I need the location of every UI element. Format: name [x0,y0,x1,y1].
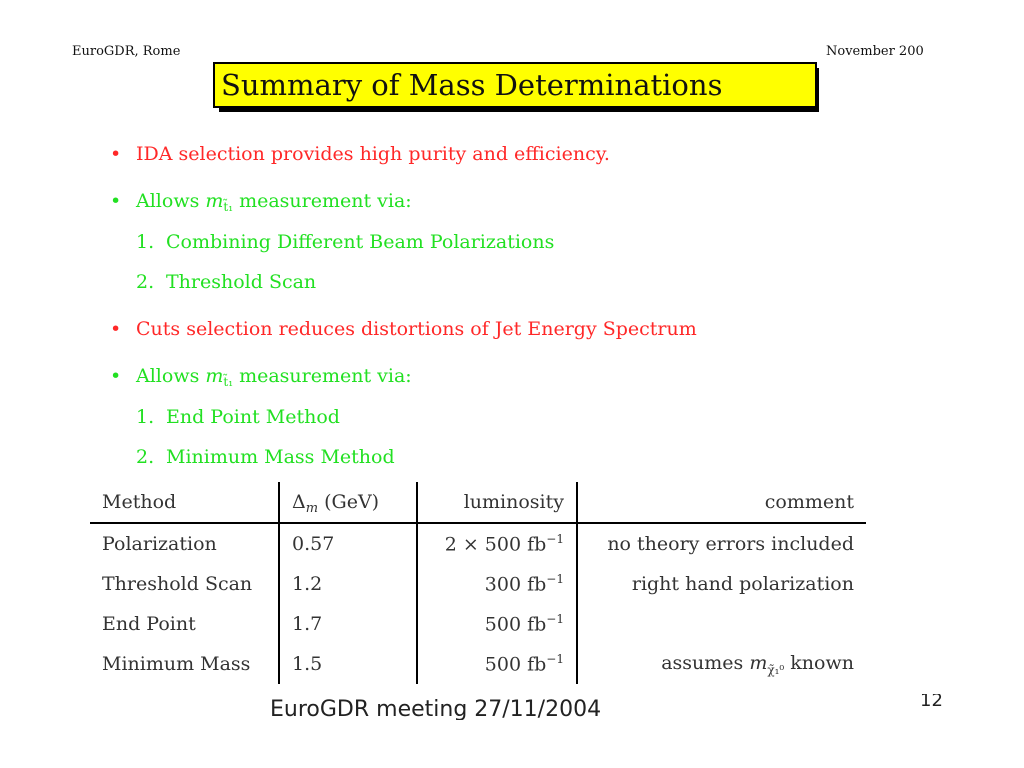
lum-exponent: −1 [546,532,564,547]
math-sub: t̃₁ [223,375,234,389]
bullet-dot: • [110,143,122,165]
math-sub: t̃₁ [223,200,234,214]
cell-luminosity [417,564,577,604]
numbered-item-polarizations [136,231,554,253]
table-header-row [90,482,866,523]
mass-results-table [90,482,866,684]
header-right: November 200 [826,44,924,59]
lum-exponent: −1 [546,652,564,667]
bullet-text: IDA selection provides high purity and efficiency. [136,143,610,165]
comment-post: known [790,651,854,674]
bullet-allows-2 [110,365,412,387]
item-number: 1. [136,406,155,428]
title-banner [213,62,817,108]
bullet-dot: • [110,365,122,387]
col-header-luminosity: luminosity [417,482,577,523]
cell-comment [577,604,866,644]
bullet-text-post: measurement via: [239,190,412,212]
numbered-item-threshold [136,271,316,293]
bullet-ida [110,143,610,165]
cell-method: Polarization [102,533,217,555]
table-row [90,604,866,644]
math-m: m [205,190,224,212]
bullet-dot: • [110,190,122,212]
cell-luminosity [417,523,577,564]
table-row [90,523,866,564]
delta-unit: (GeV) [324,491,380,513]
cell-method: Threshold Scan [102,573,253,595]
footer-meeting [270,694,730,720]
numbered-item-endpoint [136,406,340,428]
bullet-text-post: measurement via: [239,365,412,387]
cell-method: Minimum Mass [102,653,251,675]
comment-pre: assumes [661,651,744,674]
cell-delta: 1.2 [279,564,417,604]
comment-math-m: m [749,651,768,674]
col-header-method: Method [90,482,279,523]
lum-exponent: −1 [546,572,564,587]
table-row [90,564,866,604]
math-m: m [205,365,224,387]
bullet-text: Cuts selection reduces distortions of Jet Energy Spectrum [136,318,697,340]
footer-text: EuroGDR meeting 27/11/2004 [270,697,602,720]
col-header-comment: comment [577,482,866,523]
numbered-item-minmass [136,446,395,468]
cell-comment: right hand polarization [577,564,866,604]
col-header-delta [279,482,417,523]
cell-luminosity [417,644,577,684]
comment-math-sub: χ̃₁⁰ [767,662,785,677]
cell-delta: 0.57 [279,523,417,564]
slide-title: Summary of Mass Determinations [213,62,817,108]
page-number [920,694,943,714]
cell-delta: 1.7 [279,604,417,644]
item-text: Threshold Scan [166,271,317,293]
bullet-text-pre: Allows [136,365,200,387]
table-row [90,644,866,684]
lum-value: 500 fb [484,613,547,636]
delta-sub-m: m [305,501,319,516]
lum-exponent: −1 [546,612,564,627]
delta-symbol: Δ [292,491,306,513]
item-number: 1. [136,231,155,253]
cell-comment [577,644,866,684]
cell-luminosity [417,604,577,644]
lum-value: 300 fb [484,573,547,596]
item-number: 2. [136,271,155,293]
lum-value: 2 × 500 fb [444,533,547,556]
header-left: EuroGDR, Rome [72,44,181,59]
item-text: End Point Method [166,406,340,428]
item-number: 2. [136,446,155,468]
bullet-text-pre: Allows [136,190,200,212]
item-text: Combining Different Beam Polarizations [166,231,555,253]
page-number-text: 12 [920,694,943,711]
bullet-allows-1 [110,190,412,212]
item-text: Minimum Mass Method [166,446,395,468]
bullet-dot: • [110,318,122,340]
cell-method: End Point [102,613,196,635]
cell-comment: no theory errors included [577,523,866,564]
bullet-cuts [110,318,697,340]
cell-delta: 1.5 [279,644,417,684]
lum-value: 500 fb [484,653,547,676]
